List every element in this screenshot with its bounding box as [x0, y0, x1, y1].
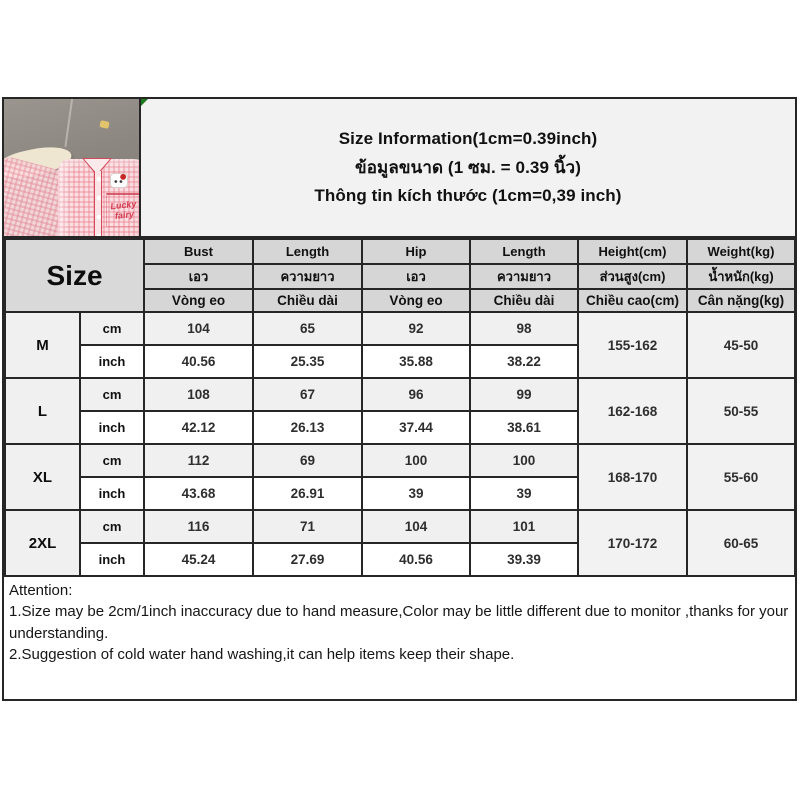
title-th: ข้อมูลขนาด (1 ซม. = 0.39 นิ้ว) [355, 158, 581, 177]
title-vi: Thông tin kích thước (1cm=0,39 inch) [314, 186, 622, 205]
height-cell-l: 162-168 [578, 378, 687, 444]
value-cell: 37.44 [362, 411, 470, 444]
height-cell-xl: 168-170 [578, 444, 687, 510]
header-row-en [5, 239, 795, 264]
value-cell: 43.68 [144, 477, 253, 510]
value-cell: 40.56 [144, 345, 253, 378]
col-header-weight-th: น้ำหนัก(kg) [687, 264, 795, 289]
col-header-length2-th: ความยาว [470, 264, 578, 289]
value-cell: 99 [470, 378, 578, 411]
value-cell: 42.12 [144, 411, 253, 444]
value-cell: 104 [362, 510, 470, 543]
col-header-length-vi: Chiều dài [253, 289, 362, 312]
col-header-weight-en: Weight(kg) [687, 239, 795, 264]
value-cell: 116 [144, 510, 253, 543]
value-cell: 38.22 [470, 345, 578, 378]
value-cell: 96 [362, 378, 470, 411]
value-cell: 35.88 [362, 345, 470, 378]
size-label-m: M [5, 312, 80, 378]
col-header-hip-th: เอว [362, 264, 470, 289]
value-cell: 39 [470, 477, 578, 510]
unit-cell-cm: cm [80, 444, 144, 477]
value-cell: 45.24 [144, 543, 253, 576]
size-corner-cell: Size [5, 239, 144, 312]
size-label-xl: XL [5, 444, 80, 510]
row-l-cm [5, 378, 795, 411]
row-2xl-cm [5, 510, 795, 543]
header-row [4, 99, 795, 238]
unit-cell-inch: inch [80, 345, 144, 378]
cell-marker-icon [141, 99, 148, 106]
button-placket [94, 171, 102, 236]
value-cell: 26.13 [253, 411, 362, 444]
unit-cell-inch: inch [80, 411, 144, 444]
pajama-shirt [58, 159, 141, 236]
unit-cell-cm: cm [80, 510, 144, 543]
value-cell: 71 [253, 510, 362, 543]
hang-tag [99, 120, 109, 129]
value-cell: 39 [362, 477, 470, 510]
value-cell: 92 [362, 312, 470, 345]
col-header-bust-th: เอว [144, 264, 253, 289]
row-m-cm [5, 312, 795, 345]
col-header-bust-vi: Vòng eo [144, 289, 253, 312]
col-header-length-en: Length [253, 239, 362, 264]
brand-embroidery: Lucky fairy [109, 198, 137, 221]
title-en: Size Information(1cm=0.39inch) [338, 129, 598, 148]
value-cell: 100 [470, 444, 578, 477]
unit-cell-cm: cm [80, 312, 144, 345]
value-cell: 27.69 [253, 543, 362, 576]
value-cell: 100 [362, 444, 470, 477]
kitty-patch [110, 173, 128, 188]
col-header-bust-en: Bust [144, 239, 253, 264]
height-cell-2xl: 170-172 [578, 510, 687, 576]
col-header-length2-vi: Chiều dài [470, 289, 578, 312]
unit-cell-inch: inch [80, 477, 144, 510]
col-header-length-th: ความยาว [253, 264, 362, 289]
attention-box [4, 577, 795, 699]
value-cell: 65 [253, 312, 362, 345]
weight-cell-l: 50-55 [687, 378, 795, 444]
unit-cell-inch: inch [80, 543, 144, 576]
value-cell: 112 [144, 444, 253, 477]
value-cell: 26.91 [253, 477, 362, 510]
unit-cell-cm: cm [80, 378, 144, 411]
value-cell: 25.35 [253, 345, 362, 378]
value-cell: 40.56 [362, 543, 470, 576]
chest-pocket [106, 193, 141, 227]
value-cell: 67 [253, 378, 362, 411]
attention-note-2: 2.Suggestion of cold water hand washing,it can help items keep their shape. [9, 645, 515, 663]
col-header-height-en: Height(cm) [578, 239, 687, 264]
value-cell: 98 [470, 312, 578, 345]
col-header-weight-vi: Cân nặng(kg) [687, 289, 795, 312]
value-cell: 39.39 [470, 543, 578, 576]
size-table [4, 238, 796, 577]
value-cell: 104 [144, 312, 253, 345]
value-cell: 69 [253, 444, 362, 477]
size-label-2xl: 2XL [5, 510, 80, 576]
col-header-hip-vi: Vòng eo [362, 289, 470, 312]
col-header-length2-en: Length [470, 239, 578, 264]
col-header-height-th: ส่วนสูง(cm) [578, 264, 687, 289]
attention-heading: Attention: [9, 582, 73, 599]
weight-cell-2xl: 60-65 [687, 510, 795, 576]
col-header-hip-en: Hip [362, 239, 470, 264]
attention-note-1: 1.Size may be 2cm/1inch inaccuracy due to hand measure,Color may be little different due to monitor ,thanks for your understanding. [9, 603, 789, 642]
size-chart-sheet [2, 97, 797, 701]
title-block [141, 99, 795, 236]
size-label-l: L [5, 378, 80, 444]
value-cell: 38.61 [470, 411, 578, 444]
col-header-height-vi: Chiều cao(cm) [578, 289, 687, 312]
weight-cell-m: 45-50 [687, 312, 795, 378]
height-cell-m: 155-162 [578, 312, 687, 378]
value-cell: 108 [144, 378, 253, 411]
value-cell: 101 [470, 510, 578, 543]
couch-seam [64, 99, 73, 147]
row-xl-cm [5, 444, 795, 477]
weight-cell-xl: 55-60 [687, 444, 795, 510]
product-photo [4, 99, 141, 236]
